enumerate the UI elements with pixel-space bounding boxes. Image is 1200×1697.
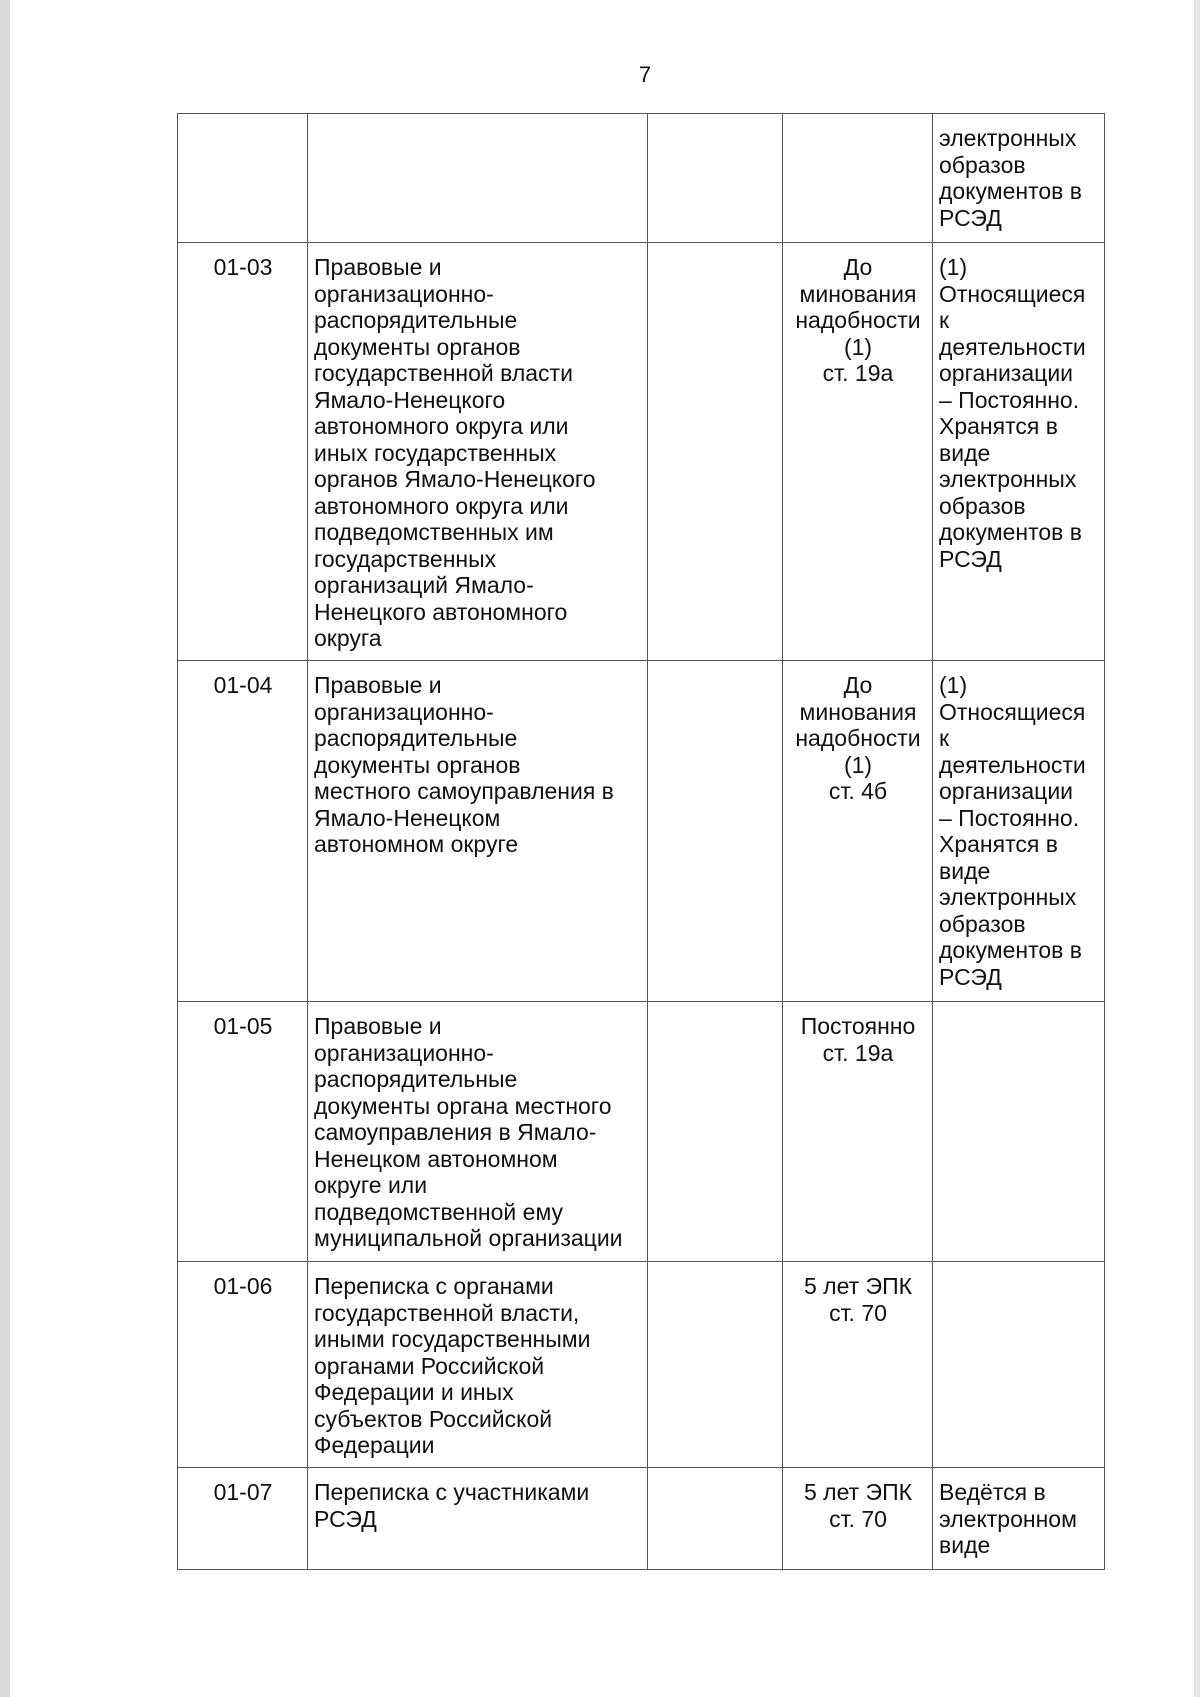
title-line: иными государственными [314,1326,591,1352]
note-line: виде [939,857,991,884]
note-line: образов [939,151,1026,178]
note-line: РСЭД [939,204,1002,231]
table-row [178,1468,1105,1570]
cell-note [933,1262,1105,1468]
title-line: иных государственных [314,439,557,466]
term-line: До [843,254,873,280]
title-line: распорядительные [314,1066,518,1092]
term-line: надобности [795,307,921,333]
term-line: (1) [843,751,873,778]
term-line: ст. 19а [822,360,894,386]
table-row [178,661,1105,1002]
term-line: (1) [843,333,873,360]
title-line: документы органа местного [314,1092,612,1119]
page-number: 7 [638,62,652,87]
cell-note [933,661,1105,1002]
term-line: До [843,672,873,698]
cell-count [648,1002,783,1262]
row-index-text: 01-05 [213,1013,273,1039]
term-line: ст. 70 [829,1505,887,1532]
title-line: Правовые и [314,1013,442,1039]
cell-count [648,1262,783,1468]
title-line: округе или [314,1172,428,1198]
title-line: округа [314,625,382,651]
cell-count [648,243,783,661]
note-line: документов в [939,937,1082,963]
note-line: электронном [939,1505,1077,1532]
title-line: органов Ямало-Ненецкого [314,466,596,492]
cell-index [178,1468,308,1570]
title-line: распорядительные [314,307,518,333]
scan-right-edge [1194,0,1200,1697]
title-line: организационно- [314,280,494,307]
cell-note [933,1002,1105,1262]
cell-note [933,1468,1105,1570]
term-line: ст. 19а [822,1039,894,1066]
term-line: Постоянно [800,1013,916,1039]
title-line: субъектов Российской [314,1405,553,1432]
note-line: Относящиеся [939,698,1086,725]
cell-index [178,243,308,661]
cell-note [933,114,1105,243]
title-line: подведомственных им [314,519,554,545]
note-line: – Постоянно. [939,386,1080,413]
note-line: электронных [939,125,1077,151]
cell-title [308,114,648,243]
title-line: местного самоуправления в [314,778,614,804]
note-line: электронных [939,466,1077,492]
title-line: государственной власти, [314,1299,580,1326]
cell-term [783,114,933,243]
title-line: автономного округа или [314,492,569,519]
note-line: Относящиеся [939,280,1086,307]
term-line: ст. 70 [829,1299,887,1326]
title-line: документы органов [314,333,521,360]
title-line: муниципальной организации [314,1225,623,1251]
nomenclature-table [177,113,1105,1570]
row-index-text: 01-04 [213,672,273,698]
title-line: организационно- [314,698,494,725]
scan-left-edge [0,0,10,1697]
title-line: Федерации и иных [314,1379,514,1405]
title-line: Переписка с органами [314,1273,554,1299]
title-line: РСЭД [314,1505,377,1532]
note-line: (1) [939,672,968,698]
title-line: организационно- [314,1039,494,1066]
title-line: Переписка с участниками [314,1479,590,1505]
title-line: Ненецком автономном [314,1145,558,1172]
cell-index [178,661,308,1002]
title-line: Ненецкого автономного [314,598,568,625]
title-line: документы органов [314,751,521,778]
cell-index [178,1262,308,1468]
note-line: РСЭД [939,963,1002,990]
cell-term [783,661,933,1002]
table-row [178,114,1105,243]
note-line: организации [939,778,1074,804]
note-line: к [939,725,950,751]
note-line: деятельности [939,333,1086,360]
title-line: Федерации [314,1432,435,1458]
cell-term [783,1468,933,1570]
cell-index [178,114,308,243]
cell-title [308,1262,648,1468]
note-line: РСЭД [939,545,1002,572]
title-line: органами Российской [314,1352,545,1379]
cell-term [783,1262,933,1468]
row-index-text: 01-03 [213,254,273,280]
table-row [178,243,1105,661]
term-line: ст. 4б [828,778,888,804]
title-line: самоуправления в Ямало- [314,1119,597,1145]
row-index-text: 01-07 [213,1479,273,1505]
note-line: (1) [939,254,968,280]
row-index-text: 01-06 [213,1273,273,1299]
cell-note [933,243,1105,661]
title-line: распорядительные [314,725,518,751]
cell-count [648,114,783,243]
note-line: к [939,307,950,333]
title-line: автономном округе [314,831,519,857]
title-line: Ямало-Ненецкого [314,386,506,413]
cell-title [308,661,648,1002]
term-line: 5 лет ЭПК [803,1273,912,1299]
title-line: автономного округа или [314,413,569,439]
title-line: Правовые и [314,254,442,280]
term-line: минования [799,698,917,725]
cell-title [308,1468,648,1570]
note-line: организации [939,360,1074,386]
cell-term [783,243,933,661]
note-line: электронных [939,884,1077,910]
cell-title [308,1002,648,1262]
title-line: подведомственной ему [314,1198,564,1225]
note-line: виде [939,1532,991,1558]
note-line: виде [939,439,991,466]
title-line: Ямало-Ненецком [314,804,501,831]
title-line: государственной власти [314,360,573,386]
note-line: документов в [939,178,1082,204]
title-line: государственных [314,545,497,572]
note-line: документов в [939,519,1082,545]
cell-index [178,1002,308,1262]
term-line: надобности [795,725,921,751]
note-line: – Постоянно. [939,804,1080,831]
note-line: образов [939,492,1026,519]
title-line: Правовые и [314,672,442,698]
title-line: организаций Ямало- [314,572,534,598]
table-row [178,1262,1105,1468]
cell-count [648,1468,783,1570]
table-row [178,1002,1105,1262]
note-line: Ведётся в [939,1479,1046,1505]
note-line: образов [939,910,1026,937]
cell-count [648,661,783,1002]
term-line: минования [799,280,917,307]
note-line: деятельности [939,751,1086,778]
cell-term [783,1002,933,1262]
term-line: 5 лет ЭПК [803,1479,912,1505]
cell-title [308,243,648,661]
note-line: Хранятся в [939,413,1058,439]
note-line: Хранятся в [939,831,1058,857]
